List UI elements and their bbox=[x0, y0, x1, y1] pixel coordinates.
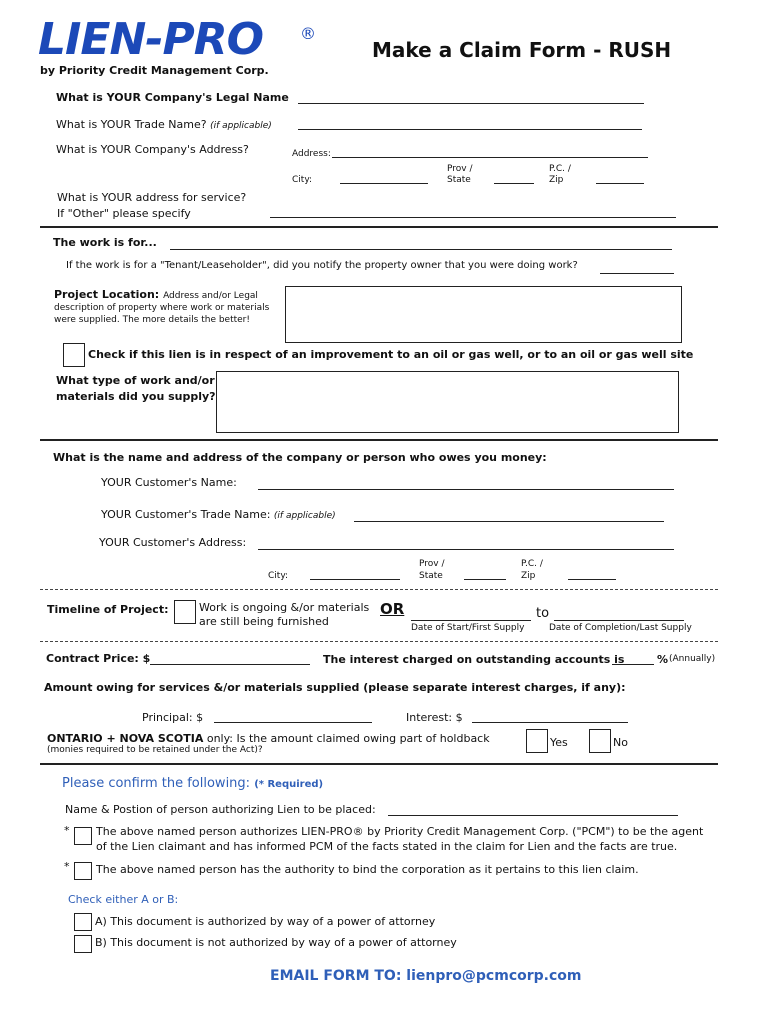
email-form-to[interactable]: EMAIL FORM TO: lienpro@pcmcorp.com bbox=[270, 968, 582, 984]
work-type-label-1: What type of work and/or bbox=[56, 374, 215, 387]
holdback-yes-checkbox[interactable] bbox=[526, 729, 548, 753]
option-a-label: A) This document is authorized by way of a power of attorney bbox=[95, 915, 436, 928]
option-b-checkbox[interactable] bbox=[74, 935, 92, 953]
customer-trade-field[interactable] bbox=[354, 521, 664, 522]
interest-rate-label: The interest charged on outstanding accounts is bbox=[323, 653, 625, 666]
oil-gas-checkbox[interactable] bbox=[63, 343, 85, 367]
address-field-label: Address: bbox=[292, 149, 331, 159]
confirm-heading: Please confirm the following: (* Required) bbox=[62, 776, 324, 791]
customer-prov-label: Prov / bbox=[419, 559, 445, 569]
work-type-label-2: materials did you supply? bbox=[56, 390, 216, 403]
registered-mark: ® bbox=[300, 24, 316, 43]
contract-price-field[interactable] bbox=[150, 664, 310, 665]
legal-name-field[interactable] bbox=[298, 103, 644, 104]
project-location-textbox[interactable] bbox=[285, 286, 682, 343]
customer-name-field[interactable] bbox=[258, 489, 674, 490]
work-ongoing-label-2: are still being furnished bbox=[199, 615, 329, 628]
section-divider bbox=[40, 226, 718, 228]
section-divider bbox=[40, 589, 718, 590]
project-location-label: Project Location: Address and/or Legal bbox=[54, 288, 258, 301]
company-address-label: What is YOUR Company's Address? bbox=[56, 143, 249, 156]
check-a-or-b-label: Check either A or B: bbox=[68, 893, 179, 906]
prov-field[interactable] bbox=[494, 183, 534, 184]
end-date-field[interactable] bbox=[554, 620, 684, 621]
or-label: OR bbox=[380, 600, 405, 618]
tenant-answer-field[interactable] bbox=[600, 273, 674, 274]
logo-tagline: by Priority Credit Management Corp. bbox=[40, 64, 269, 77]
authority-checkbox[interactable] bbox=[74, 862, 92, 880]
work-type-textbox[interactable] bbox=[216, 371, 679, 433]
contract-price-label: Contract Price: $ bbox=[46, 652, 151, 665]
customer-name-label: YOUR Customer's Name: bbox=[101, 476, 237, 489]
project-desc-line3: were supplied. The more details the better! bbox=[54, 315, 250, 325]
lien-pro-logo: LIEN-PRO bbox=[38, 14, 264, 65]
legal-name-label: What is YOUR Company's Legal Name bbox=[56, 91, 289, 104]
agent-confirm-checkbox[interactable] bbox=[74, 827, 92, 845]
amount-owing-label: Amount owing for services &/or materials supplied (please separate interest charges, if any): bbox=[44, 681, 626, 694]
section-divider bbox=[40, 763, 718, 765]
customer-address-label: YOUR Customer's Address: bbox=[99, 536, 247, 549]
owes-money-label: What is the name and address of the company or person who owes you money: bbox=[53, 451, 547, 464]
authority-label: The above named person has the authority to bind the corporation as it pertains to this lien claim. bbox=[96, 863, 639, 876]
interest-amount-label: Interest: $ bbox=[406, 711, 463, 724]
required-star: * bbox=[64, 860, 70, 873]
oil-gas-label: Check if this lien is in respect of an improvement to an oil or gas well, or to an oil or gas well site bbox=[88, 348, 694, 361]
form-title: Make a Claim Form - RUSH bbox=[372, 38, 672, 62]
section-divider bbox=[40, 439, 718, 441]
option-b-label: B) This document is not authorized by way of a power of attorney bbox=[95, 936, 457, 949]
work-ongoing-label-1: Work is ongoing &/or materials bbox=[199, 601, 370, 614]
annually-label: (Annually) bbox=[669, 654, 716, 664]
required-star: * bbox=[64, 824, 70, 837]
section-divider bbox=[40, 641, 718, 642]
address-field[interactable] bbox=[332, 157, 648, 158]
interest-rate-field[interactable] bbox=[612, 664, 654, 665]
tenant-question: If the work is for a "Tenant/Leaseholder", did you notify the property owner that you were doing work? bbox=[66, 260, 578, 271]
work-ongoing-checkbox[interactable] bbox=[174, 600, 196, 624]
work-for-label: The work is for... bbox=[53, 236, 157, 249]
percent-sign: % bbox=[657, 653, 669, 666]
end-date-caption: Date of Completion/Last Supply bbox=[549, 623, 692, 633]
option-a-checkbox[interactable] bbox=[74, 913, 92, 931]
customer-trade-label: YOUR Customer's Trade Name: (if applicable) bbox=[101, 508, 336, 521]
zip-label: Zip bbox=[549, 175, 564, 185]
pc-field[interactable] bbox=[596, 183, 644, 184]
project-desc-line2: description of property where work or materials bbox=[54, 303, 270, 313]
holdback-no-label: No bbox=[613, 736, 628, 749]
to-label: to bbox=[536, 606, 550, 621]
customer-state-label: State bbox=[419, 571, 443, 581]
work-for-field[interactable] bbox=[170, 249, 672, 250]
city-label: City: bbox=[292, 175, 313, 185]
start-date-caption: Date of Start/First Supply bbox=[411, 623, 525, 633]
authorizer-label: Name & Postion of person authorizing Lien to be placed: bbox=[65, 803, 376, 816]
holdback-question: ONTARIO + NOVA SCOTIA only: Is the amount claimed owing part of holdback bbox=[47, 732, 490, 745]
city-field[interactable] bbox=[340, 183, 428, 184]
customer-pc-label: P.C. / bbox=[521, 559, 543, 569]
prov-label: Prov / bbox=[447, 164, 473, 174]
customer-zip-label: Zip bbox=[521, 571, 536, 581]
service-address-label: What is YOUR address for service? bbox=[57, 191, 247, 204]
principal-label: Principal: $ bbox=[142, 711, 204, 724]
trade-name-label: What is YOUR Trade Name? (if applicable) bbox=[56, 118, 272, 131]
service-address-field[interactable] bbox=[270, 217, 676, 218]
authorizer-field[interactable] bbox=[388, 815, 678, 816]
holdback-yes-label: Yes bbox=[550, 736, 568, 749]
agent-confirm-line2: of the Lien claimant and has informed PCM of the facts stated in the claim for Lien and the facts are true. bbox=[96, 840, 678, 853]
state-label: State bbox=[447, 175, 471, 185]
timeline-label: Timeline of Project: bbox=[47, 603, 169, 616]
other-specify-label: If "Other" please specify bbox=[57, 207, 191, 220]
trade-name-field[interactable] bbox=[298, 129, 642, 130]
customer-prov-field[interactable] bbox=[464, 579, 506, 580]
agent-confirm-line1: The above named person authorizes LIEN-PRO® by Priority Credit Management Corp. ("PCM") to be the agent bbox=[96, 825, 704, 838]
holdback-no-checkbox[interactable] bbox=[589, 729, 611, 753]
customer-address-field[interactable] bbox=[258, 549, 674, 550]
interest-amount-field[interactable] bbox=[472, 722, 628, 723]
holdback-note: (monies required to be retained under the Act)? bbox=[47, 745, 263, 755]
customer-pc-field[interactable] bbox=[568, 579, 616, 580]
customer-city-label: City: bbox=[268, 571, 289, 581]
start-date-field[interactable] bbox=[411, 620, 531, 621]
pc-label: P.C. / bbox=[549, 164, 571, 174]
customer-city-field[interactable] bbox=[310, 579, 400, 580]
principal-field[interactable] bbox=[214, 722, 372, 723]
